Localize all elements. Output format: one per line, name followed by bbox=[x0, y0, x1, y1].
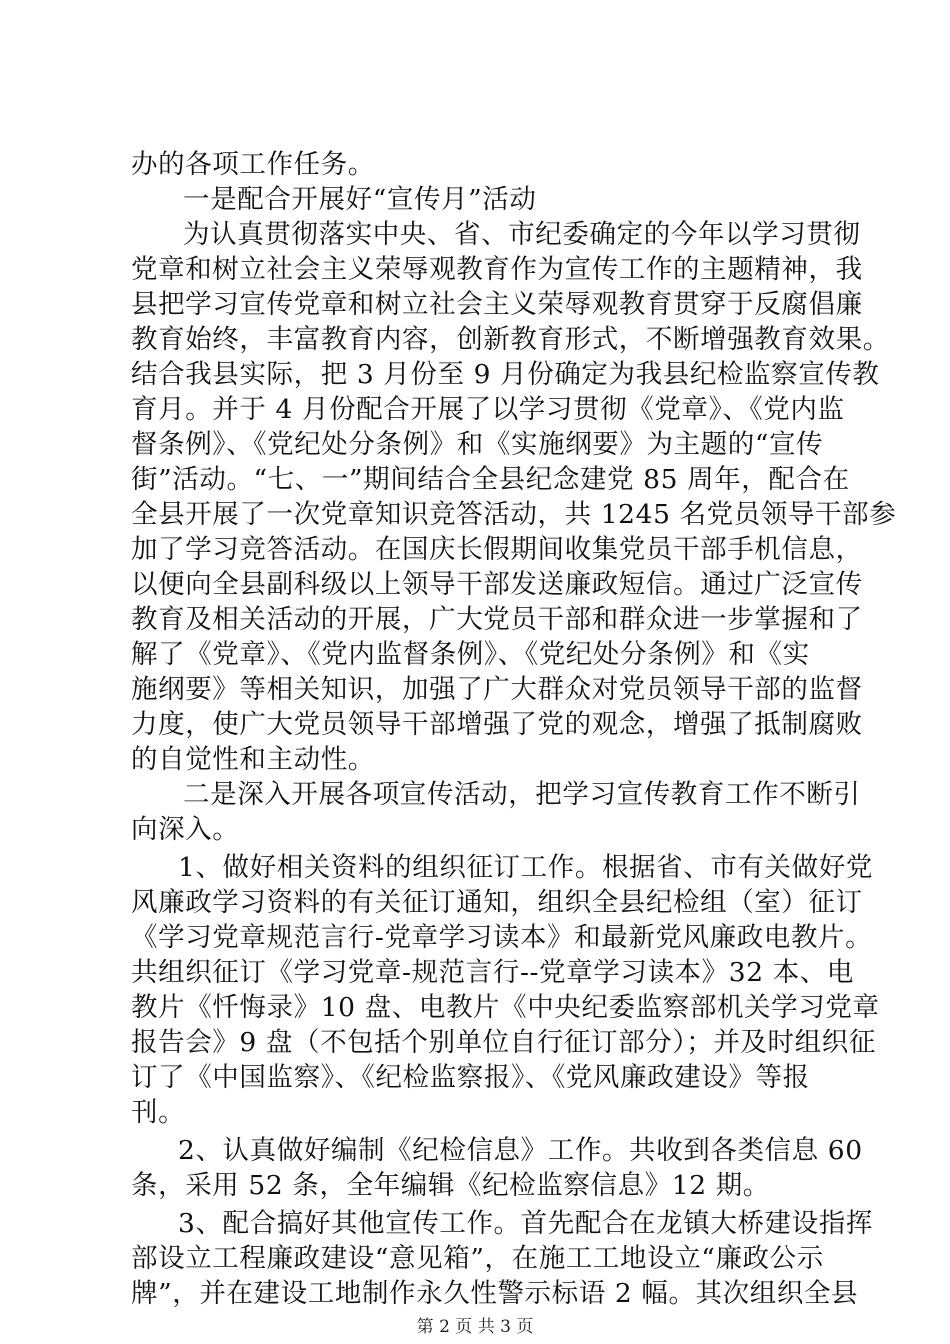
text-line: 的自觉性和主动性。 bbox=[131, 744, 375, 775]
text-line: 教育及相关活动的开展，广大党员干部和群众进一步掌握和了 bbox=[131, 604, 863, 635]
text-line: 督条例》、《党纪处分条例》和《实施纲要》为主题的“宣传 bbox=[131, 429, 824, 460]
text-line: 县把学习宣传党章和树立社会主义荣辱观教育贯穿于反腐倡廉 bbox=[131, 289, 863, 320]
text-line: 共组织征订《学习党章-规范言行--党章学习读本》32 本、电 bbox=[131, 957, 855, 988]
text-line: 力度，使广大党员领导干部增强了党的观念，增强了抵制腐败 bbox=[131, 709, 863, 740]
text-line: 3、配合搞好其他宣传工作。首先配合在龙镇大桥建设指挥 bbox=[178, 1208, 873, 1239]
text-line: 结合我县实际，把 3 月份至 9 月份确定为我县纪检监察宣传教 bbox=[131, 359, 880, 390]
text-line: 以便向全县副科级以上领导干部发送廉政短信。通过广泛宣传 bbox=[131, 569, 863, 600]
text-line: 风廉政学习资料的有关征订通知，组织全县纪检组（室）征订 bbox=[131, 887, 863, 918]
text-line: 条，采用 52 条，全年编辑《纪检监察信息》12 期。 bbox=[131, 1170, 770, 1201]
text-line: 育月。并于 4 月份配合开展了以学习贯彻《党章》、《党内监 bbox=[131, 394, 845, 425]
text-line: 1、做好相关资料的组织征订工作。根据省、市有关做好党 bbox=[178, 852, 873, 883]
text-line: 教育始终，丰富教育内容，创新教育形式，不断增强教育效果。 bbox=[131, 324, 890, 355]
text-line: 报告会》9 盘（不包括个别单位自行征订部分）；并及时组织征 bbox=[131, 1027, 876, 1058]
text-line: 全县开展了一次党章知识竞答活动，共 1245 名党员领导干部参 bbox=[131, 499, 897, 530]
text-line: 牌”，并在建设工地制作永久性警示标语 2 幅。其次组织全县 bbox=[131, 1278, 859, 1309]
page-footer: 第 2 页 共 3 页 bbox=[416, 1317, 534, 1337]
text-line: 订了《中国监察》、《纪检监察报》、《党风廉政建设》等报 bbox=[131, 1062, 810, 1093]
text-line: 教片《忏悔录》10 盘、电教片《中央纪委监察部机关学习党章 bbox=[131, 992, 880, 1023]
text-line: 部设立工程廉政建设“意见箱”，在施工工地设立“廉政公示 bbox=[131, 1243, 824, 1274]
text-line: 2、认真做好编制《纪检信息》工作。共收到各类信息 60 bbox=[178, 1135, 863, 1166]
text-line: 一是配合开展好“宣传月”活动 bbox=[183, 184, 537, 215]
text-line: 为认真贯彻落实中央、省、市纪委确定的今年以学习贯彻 bbox=[183, 219, 861, 250]
text-line: 二是深入开展各项宣传活动，把学习宣传教育工作不断引 bbox=[183, 779, 861, 810]
text-line: 向深入。 bbox=[131, 814, 240, 845]
text-line: 办的各项工作任务。 bbox=[131, 149, 375, 180]
text-line: 《学习党章规范言行-党章学习读本》和最新党风廉政电教片。 bbox=[131, 922, 873, 953]
text-line: 加了学习竞答活动。在国庆长假期间收集党员干部手机信息， bbox=[131, 534, 863, 565]
text-line: 刊。 bbox=[131, 1097, 186, 1128]
text-line: 解了《党章》、《党内监督条例》、《党纪处分条例》和《实 bbox=[131, 639, 810, 670]
text-line: 施纲要》等相关知识，加强了广大群众对党员领导干部的监督 bbox=[131, 674, 863, 705]
text-line: 街”活动。“七、一”期间结合全县纪念建党 85 周年，配合在 bbox=[131, 464, 850, 495]
text-line: 党章和树立社会主义荣辱观教育作为宣传工作的主题精神，我 bbox=[131, 254, 863, 285]
